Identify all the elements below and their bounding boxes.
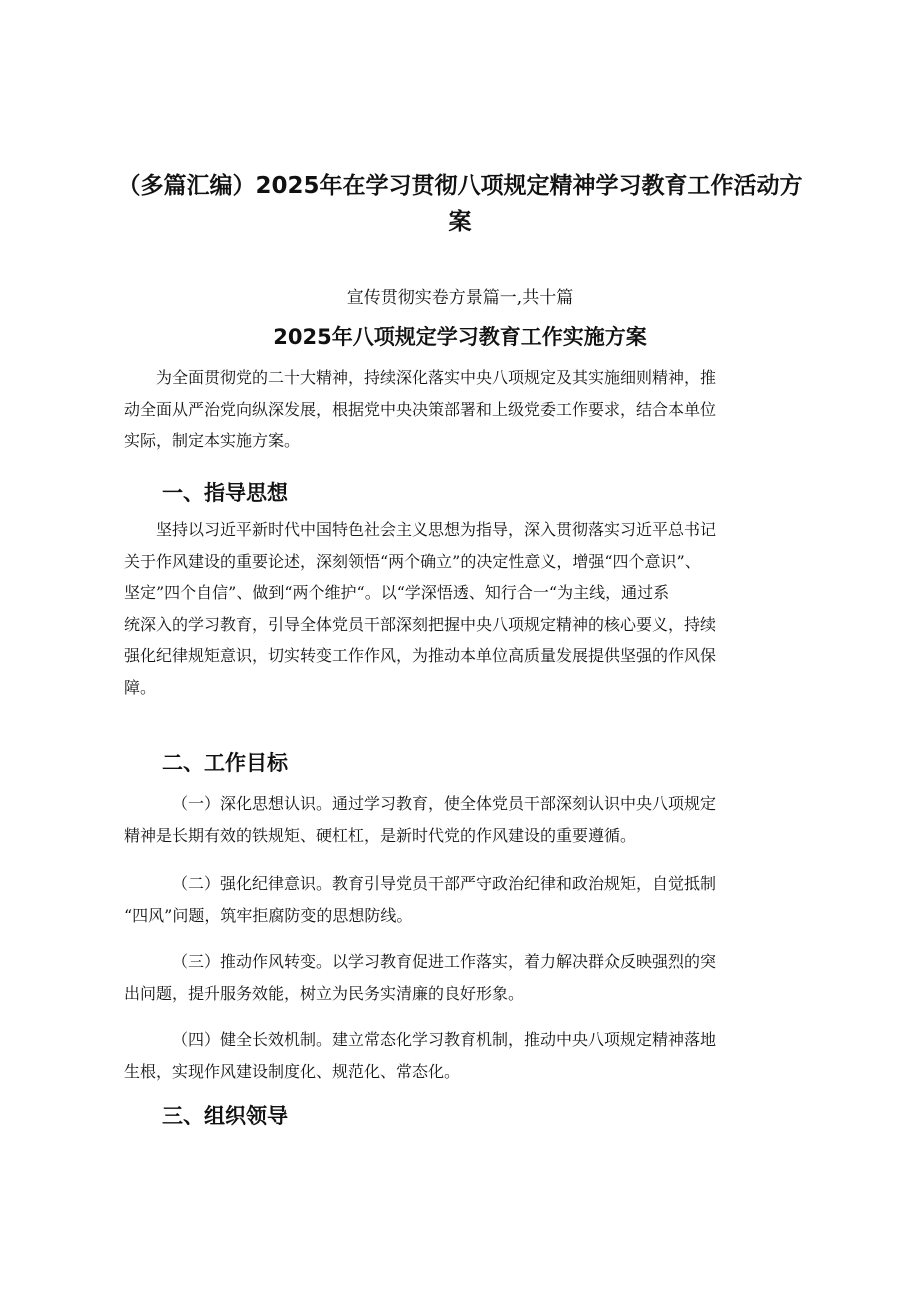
intro-line: 动全面从严治党向纵深发展，根据党中央决策部署和上级党委工作要求，结合本单位 [124, 399, 717, 419]
intro-line: 为全面贯彻党的二十大精神，持续深化落实中央八项规定及其实施细则精神，推 [156, 368, 717, 387]
document-title-line-2: 案 [448, 209, 472, 235]
document-subtitle: 宣传贯彻实卷方景篇一,共十篇 [346, 288, 574, 308]
goal-line: 生根，实现作风建设制度化、规范化、常态化。 [124, 1061, 461, 1081]
goal-paragraph-2 [124, 868, 812, 931]
goal-paragraph-3 [124, 946, 812, 1009]
goal-paragraph-1 [124, 788, 812, 851]
heading-guiding-ideology: 一、指导思想 [162, 481, 288, 505]
guiding-line: 关于作风建设的重要论述，深刻领悟“两个确立”的决定性意义，增强“四个意识”、 [124, 551, 701, 571]
goal-line: 出问题，提升服务效能，树立为民务实清廉的良好形象。 [124, 983, 525, 1003]
goal-line: “四风”问题，筑牢拒腐防变的思想防线。 [124, 905, 413, 925]
heading-work-goals: 二、工作目标 [162, 751, 288, 775]
guiding-line: 障。 [124, 677, 157, 697]
guiding-line: 坚定”四个自信”、做到“两个维护“。以“学深悟透、知行合一“为主线，通过系 [124, 583, 670, 602]
goal-line: （一）深化思想认识。通过学习教育，使全体党员干部深刻认识中央八项规定 [172, 794, 717, 813]
guiding-paragraph [124, 514, 812, 703]
intro-line: 实际，制定本实施方案。 [124, 431, 301, 450]
heading-organization-leadership: 三、组织领导 [162, 1104, 288, 1128]
goal-line: （三）推动作风转变。以学习教育促进工作落实，着力解决群众反映强烈的突 [172, 952, 717, 971]
guiding-line: 强化纪律规矩意识，切实转变工作作风，为推动本单位高质量发展提供坚强的作风保 [124, 646, 717, 665]
section-title: 2025年八项规定学习教育工作实施方案 [273, 325, 647, 349]
goal-line: （四）健全长效机制。建立常态化学习教育机制，推动中央八项规定精神落地 [172, 1030, 717, 1049]
guiding-line: 统深入的学习教育，引导全体党员干部深刻把握中央八项规定精神的核心要义，持续 [124, 614, 717, 634]
intro-paragraph [124, 362, 812, 457]
goal-line: 精神是长期有效的铁规矩、硬杠杠，是新时代党的作风建设的重要遵循。 [124, 825, 637, 845]
goal-paragraph-4 [124, 1024, 812, 1087]
goal-line: （二）强化纪律意识。教育引导党员干部严守政治纪律和政治规矩，自觉抵制 [172, 874, 717, 893]
guiding-line: 坚持以习近平新时代中国特色社会主义思想为指导，深入贯彻落实习近平总书记 [156, 520, 717, 539]
document-title [110, 168, 810, 240]
document-title-line-1: （多篇汇编）2025年在学习贯彻八项规定精神学习教育工作活动方 [117, 173, 803, 199]
